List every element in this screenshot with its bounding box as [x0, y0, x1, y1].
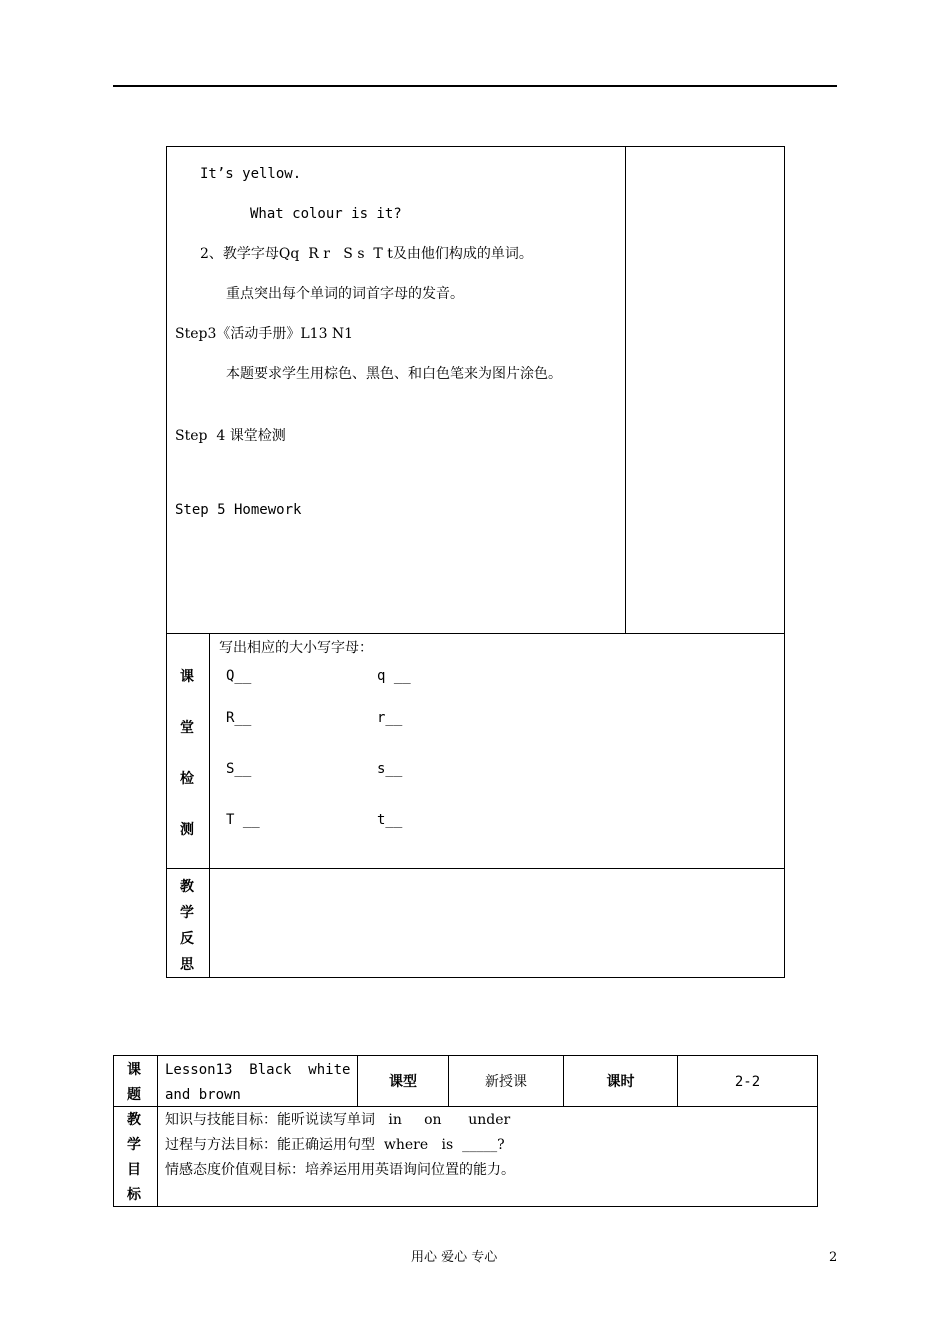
page-number: 2	[829, 1250, 838, 1265]
goals-label-char: 教	[127, 1112, 141, 1128]
check-upper-t: T __	[226, 812, 260, 828]
check-label-char: 检	[180, 771, 194, 787]
check-title: 写出相应的大小写字母：	[219, 640, 373, 656]
content-line-step5: Step 5 Homework	[175, 502, 302, 518]
check-upper-q: Q__	[226, 668, 252, 684]
check-lower-r: r__	[377, 710, 403, 726]
check-lower-q: q __	[377, 668, 411, 684]
content-line-coloring: 本题要求学生用棕色、黑色、和白色笔来为图片涂色。	[226, 366, 562, 382]
reflect-label-char: 教	[180, 879, 194, 895]
check-label-char: 堂	[180, 720, 194, 736]
type-value: 新授课	[485, 1074, 527, 1090]
reflect-label-char: 思	[180, 957, 194, 973]
content-line-pronunciation: 重点突出每个单词的词首字母的发音。	[226, 286, 464, 302]
content-line-yellow: It’s yellow.	[200, 166, 302, 182]
topic-value-line2: and brown	[165, 1087, 241, 1103]
topic-label-char: 课	[127, 1062, 141, 1078]
content-line-what-colour: What colour is it?	[250, 206, 402, 222]
check-lower-s: s__	[377, 761, 403, 777]
topic-label-char: 题	[127, 1087, 141, 1103]
footer-motto: 用心 爱心 专心	[411, 1250, 498, 1265]
reflect-label-char: 反	[180, 931, 194, 947]
content-line-teach-letters: 2、教学字母Qq R r S s T t及由他们构成的单词。	[200, 246, 533, 262]
goals-label-char: 目	[127, 1162, 141, 1178]
goal-knowledge: 知识与技能目标：能听说读写单词 in on under	[165, 1112, 511, 1128]
reflect-label-char: 学	[180, 905, 194, 921]
check-label-char: 课	[180, 669, 194, 685]
check-lower-t: t__	[377, 812, 403, 828]
type-label: 课型	[389, 1074, 417, 1090]
check-upper-s: S__	[226, 761, 252, 777]
content-line-step4: Step 4 课堂检测	[175, 428, 286, 444]
period-label: 课时	[606, 1074, 635, 1090]
goal-process: 过程与方法目标：能正确运用句型 where is _____?	[165, 1137, 505, 1153]
topic-value-line1: Lesson13 Black white	[165, 1062, 351, 1078]
check-label-char: 测	[180, 822, 194, 838]
goals-label-char: 学	[127, 1137, 141, 1153]
content-line-step3: Step3《活动手册》L13 N1	[175, 326, 354, 342]
goal-attitude: 情感态度价值观目标：培养运用用英语询问位置的能力。	[165, 1162, 515, 1178]
check-upper-r: R__	[226, 710, 252, 726]
period-value: 2-2	[734, 1074, 761, 1090]
goals-label-char: 标	[127, 1187, 141, 1203]
header-rule	[113, 85, 837, 87]
